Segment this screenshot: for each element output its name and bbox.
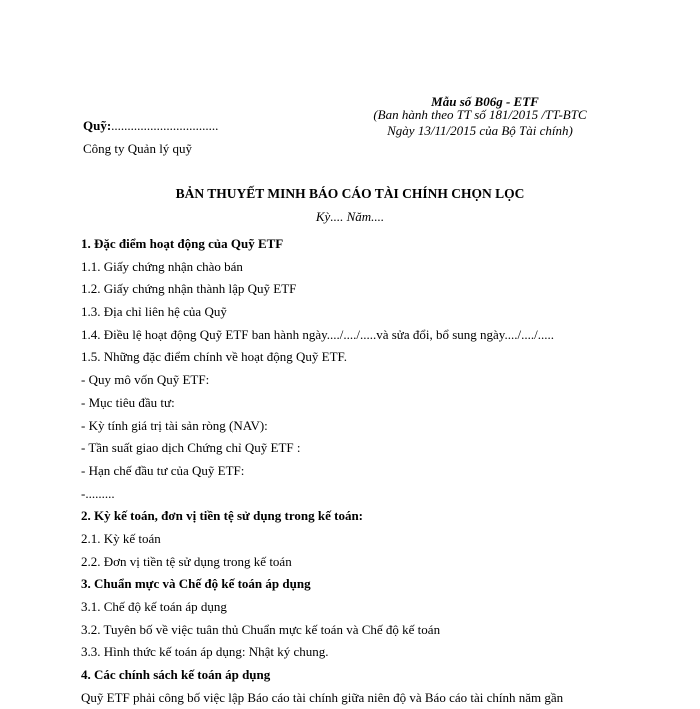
fund-name-line <box>83 118 218 134</box>
bullet-other: -......... <box>81 485 115 501</box>
fund-value: ................................. <box>111 118 219 133</box>
section-2-2: 2.2. Đơn vị tiền tệ sử dụng trong kế toán <box>81 553 292 569</box>
section-3-heading: 3. Chuẩn mực và Chế độ kế toán áp dụng <box>81 576 311 592</box>
section-1-1: 1.1. Giấy chứng nhận chào bán <box>81 258 243 274</box>
section-3-3: 3.3. Hình thức kế toán áp dụng: Nhật ký chung. <box>81 644 329 660</box>
section-3-1: 3.1. Chế độ kế toán áp dụng <box>81 599 227 614</box>
bullet-nav-period: - Kỳ tính giá trị tài sản ròng (NAV): <box>81 417 268 433</box>
section-1-5: 1.5. Những đặc điểm chính về hoạt động Quỹ ETF. <box>81 349 347 365</box>
company-name: Công ty Quản lý quỹ <box>83 141 193 156</box>
document-body <box>81 233 681 709</box>
section-4-heading: 4. Các chính sách kế toán áp dụng <box>81 667 271 683</box>
bullet-investment-limits: - Hạn chế đầu tư của Quỹ ETF: <box>81 462 245 478</box>
section-3-2: 3.2. Tuyên bố về việc tuân thủ Chuẩn mực kế toán và Chế độ kế toán <box>81 621 441 637</box>
fund-label: Quỹ: <box>83 118 112 133</box>
section-2-heading: 2. Kỳ kế toán, đơn vị tiền tệ sử dụng trong kế toán: <box>81 508 364 524</box>
document-title: BẢN THUYẾT MINH BÁO CÁO TÀI CHÍNH CHỌN LỌC <box>175 186 525 201</box>
document-period: Kỳ.... Năm.... <box>315 209 385 224</box>
section-2-1: 2.1. Kỳ kế toán <box>81 530 161 546</box>
section-1-heading: 1. Đặc điểm hoạt động của Quỹ ETF <box>81 236 284 251</box>
issuance-line-2: Ngày 13/11/2015 của Bộ Tài chính) <box>387 123 573 138</box>
bullet-objective: - Mục tiêu đầu tư: <box>81 394 175 410</box>
section-1-3: 1.3. Địa chỉ liên hệ của Quỹ <box>81 304 227 320</box>
section-1-4: 1.4. Điều lệ hoạt động Quỹ ETF ban hành ngày..../..../.....và sửa đổi, bổ sung ngày..../..../..... <box>81 326 554 342</box>
form-code: Mẫu số B06g - ETF <box>431 94 539 109</box>
issuance-line-1: (Ban hành theo TT số 181/2015 /TT-BTC <box>373 107 587 122</box>
section-4-text: Quỹ ETF phải công bố việc lập Báo cáo tài chính giữa niên độ và Báo cáo tài chính năm gần <box>81 689 564 705</box>
section-1-2: 1.2. Giấy chứng nhận thành lập Quỹ ETF <box>81 281 297 297</box>
bullet-capital: - Quy mô vốn Quỹ ETF: <box>81 372 210 388</box>
issuance-note <box>340 107 620 139</box>
bullet-trading-frequency: - Tần suất giao dịch Chứng chỉ Quỹ ETF : <box>81 440 301 456</box>
